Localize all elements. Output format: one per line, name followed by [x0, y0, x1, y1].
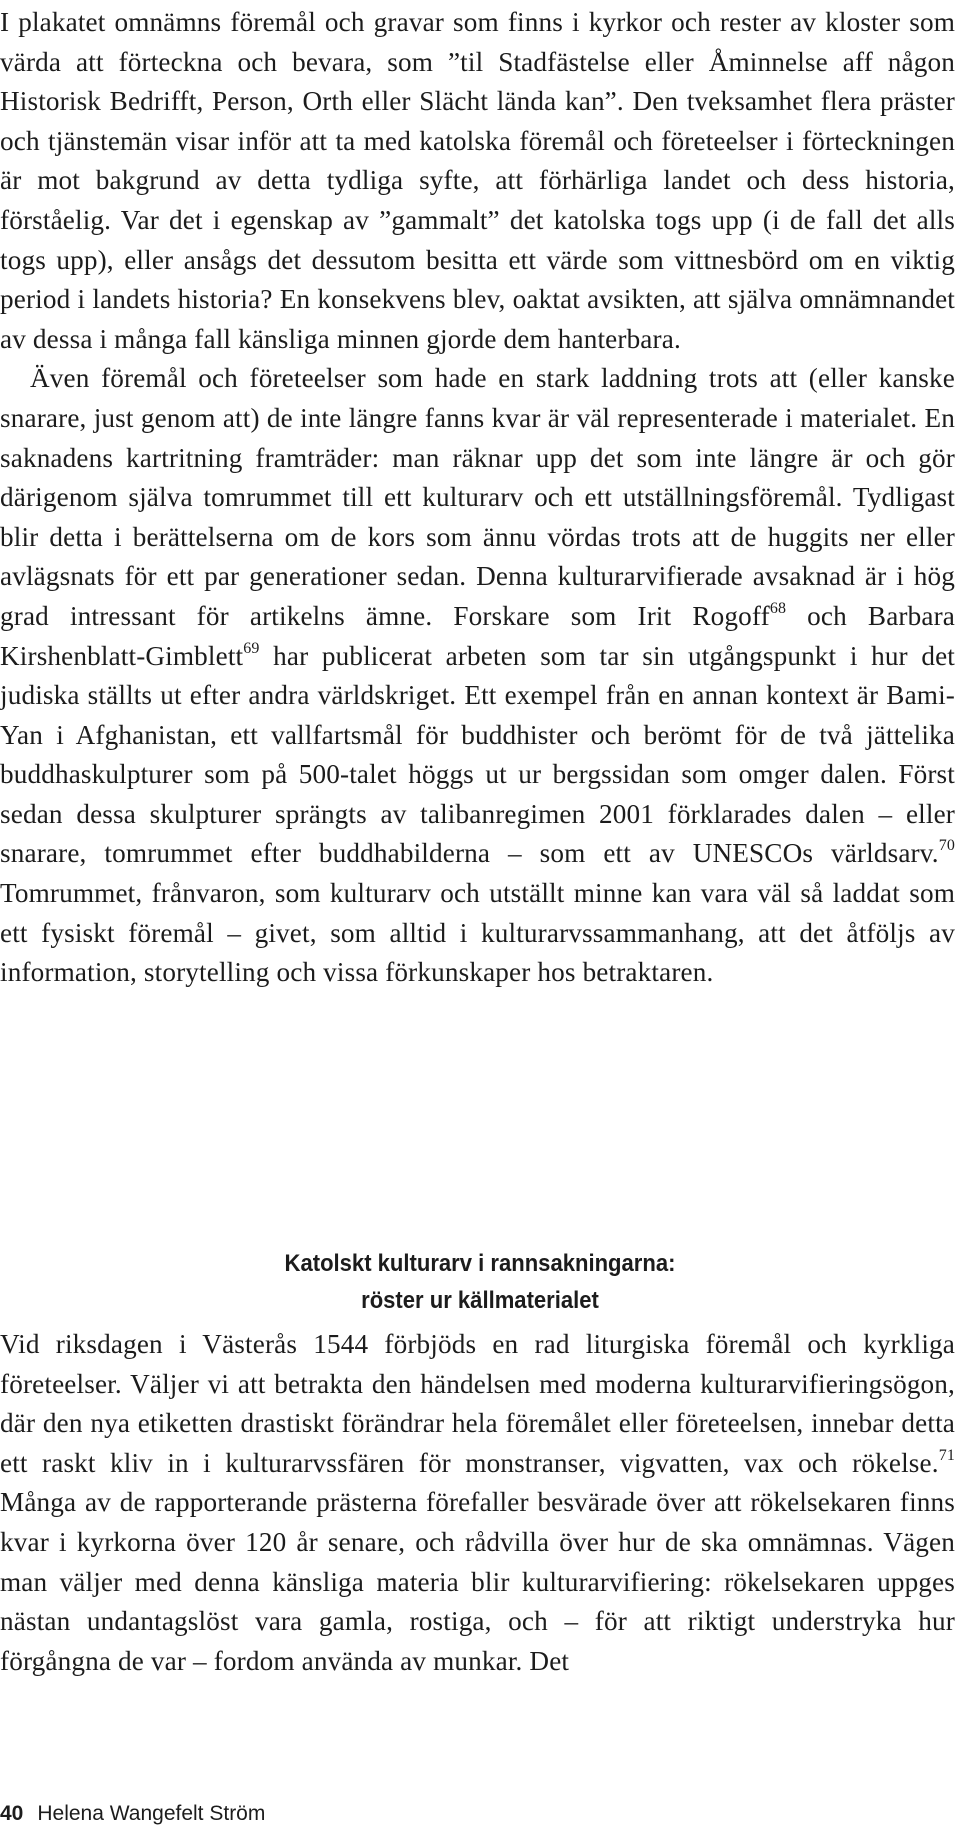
page-footer: [0, 1800, 265, 1828]
paragraph: I plakatet omnämns föremål och gravar som finns i kyrkor och rester av kloster som värda att förteckna och bevara, som ”til Stadfästelse eller Åminnelse aff någon Historisk Bedrifft, Person, Orth eller Slächt lända kan”. Den tveksamhet flera präster och tjänstemän visar inför att ta med katolska föremål och företeelser i förteckningen är mot bakgrund av detta tydliga syfte, att förhärliga landet och dess historia, förståelig. Var det i egenskap av ”gammalt” det katolska togs upp (i de fall det alls togs upp), eller ansågs det dessutom besitta ett värde som vittnesbörd om en viktig period i landets historia? En konsekvens blev, oaktat avsikten, att själva omnämnandet av dessa i många fall känsliga minnen gjorde dem hanterbara.: [0, 7, 955, 354]
running-author: Helena Wangefelt Ström: [37, 1802, 266, 1825]
paragraph: Även föremål och företeelser som hade en stark laddning trots att (eller kanske snarare, just genom att) de inte längre fanns kvar är väl representerade i materialet. En saknadens kartritning framträder: man räknar upp det som inte längre är och gör därigenom själva tomrummet till ett kulturarv och ett utställningsföremål. Tydligast blir detta i berättelserna om de kors som ännu vördas trots att de huggits ner eller avlägsnats för ett par generationer sedan. Denna kulturarvifierade avsaknad är i hög grad intressant för artikelns ämne. Forskare som Irit Rogoff$^{68}$ och Barbara Kirshenblatt-Gimblett$^{69}$ har publicerat arbeten som tar sin utgångspunkt i hur det judiska ställts ut efter andra världskriget. Ett exempel från en annan kontext är Bami-Yan i Afghanistan, ett vallfartsmål för buddhister och berömt för de två jättelika buddhaskulpturer som på 500-talet höggs ut ur bergssidan som omger dalen. Först sedan dessa skulpturer sprängts av talibanregimen 2001 förklarades dalen – eller snarare, tomrummet efter buddhabilderna – som ett av UNESCOs världsarv.$^{70}$ Tomrummet, frånvaron, som kulturarv och utställt minne kan vara väl så laddat som ett fysiskt föremål – givet, som alltid i kulturarvssammanhang, att det åtföljs av information, storytelling och vissa förkunskaper hos betraktaren.: [0, 363, 955, 988]
footnote-ref[interactable]: 71: [938, 1446, 955, 1464]
body-text-section-1: [0, 3, 955, 993]
body-text-section-2: [0, 1325, 955, 1681]
footnote-ref[interactable]: 70: [938, 837, 955, 855]
footnote-ref[interactable]: 68: [769, 599, 787, 617]
paragraph: Vid riksdagen i Västerås 1544 förbjöds en rad liturgiska föremål och kyrkliga företeelser. Väljer vi att betrakta den händelsen med moderna kulturarvifieringsögon, där den nya etiketten drastiskt förändrar hela föremålet eller företeelsen, innebar detta ett raskt kliv in i kulturarvssfären för monstranser, vigvatten, vax och rökelse.$^{71}$ Många av de rapporterande prästerna förefaller besvärade över att rökelsekaren finns kvar i kyrkorna över 120 år senare, och rådvilla över hur de ska omnämnas. Vägen man väljer med denna känsliga materia blir kulturarvifiering: rökelsekaren uppges nästan undantagslöst vara gamla, rostiga, och – för att riktigt understryka hur förgångna de var – fordom använda av munkar. Det: [0, 1329, 955, 1676]
section-heading: [48, 1245, 912, 1319]
section-heading-line: röster ur källmaterialet: [361, 1287, 599, 1314]
page-number: 40: [0, 1802, 24, 1825]
section-heading-line: Katolskt kulturarv i rannsakningarna:: [284, 1250, 676, 1277]
footnote-ref[interactable]: 69: [243, 639, 260, 657]
